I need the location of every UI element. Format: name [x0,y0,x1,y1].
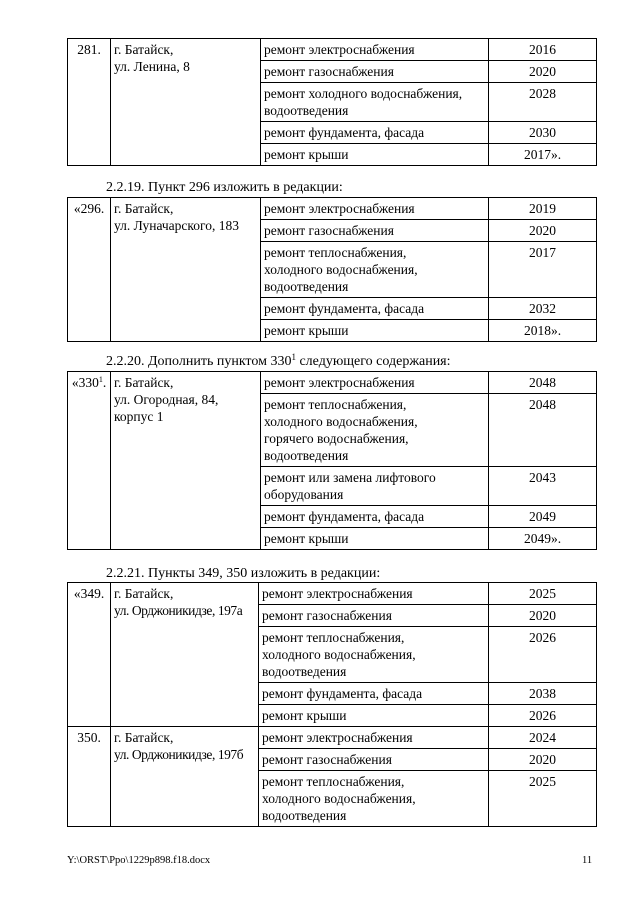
work-type: ремонт теплоснабжения, холодного водоснабжения, водоотведения [261,242,489,298]
item-address: г. Батайск, ул. Огородная, 84, корпус 1 [111,372,261,550]
item-number: 350. [68,727,111,827]
work-type: ремонт или замена лифтового оборудования [261,467,489,506]
item-address: г. Батайск, ул. Орджоникидзе, 197б [111,727,259,827]
work-year: 2025 [489,771,597,827]
registry-table-330-1 [67,371,597,550]
work-type: ремонт газоснабжения [261,220,489,242]
work-type: ремонт теплоснабжения, холодного водоснабжения, водоотведения [259,771,489,827]
work-year: 2020 [489,749,597,771]
work-year: 2016 [489,39,597,61]
work-year: 2018». [489,320,597,342]
work-type: ремонт холодного водоснабжения, водоотведения [261,83,489,122]
table-row [68,583,597,605]
work-type: ремонт электроснабжения [259,583,489,605]
item-address: г. Батайск, ул. Луначарского, 183 [111,198,261,342]
item-number: «349. [68,583,111,727]
footer-file-path: Y:\ORST\Ppo\1229p898.f18.docx [67,855,211,866]
work-year: 2030 [489,122,597,144]
work-year: 2043 [489,467,597,506]
work-type: ремонт фундамента, фасада [259,683,489,705]
work-year: 2038 [489,683,597,705]
work-year: 2020 [489,61,597,83]
table-row [68,727,597,749]
table-row [68,198,597,220]
work-year: 2017 [489,242,597,298]
item-number: «$330^1$. [68,372,111,550]
section-heading-2-2-20: 2.2.20. Дополнить пунктом $330^1$ следующего содержания: [106,352,451,369]
work-type: ремонт электроснабжения [261,372,489,394]
work-type: ремонт крыши [261,320,489,342]
work-type: ремонт теплоснабжения, холодного водоснабжения, водоотведения [259,627,489,683]
work-year: 2020 [489,605,597,627]
work-year: 2019 [489,198,597,220]
table-row [68,39,597,61]
work-year: 2026 [489,627,597,683]
work-year: 2020 [489,220,597,242]
registry-table-281 [67,38,597,166]
work-year: 2049 [489,506,597,528]
item-number: «296. [68,198,111,342]
work-type: ремонт газоснабжения [261,61,489,83]
work-type: ремонт электроснабжения [261,198,489,220]
work-year: 2017». [489,144,597,166]
work-year: 2024 [489,727,597,749]
registry-table-296 [67,197,597,342]
work-year: 2048 [489,394,597,467]
work-year: 2048 [489,372,597,394]
table-row [68,372,597,394]
section-heading-2-2-21: 2.2.21. Пункты 349, 350 изложить в редакции: [106,566,381,581]
item-number: 281. [68,39,111,166]
item-address: г. Батайск, ул. Орджоникидзе, 197а [111,583,259,727]
section-heading-2-2-19: 2.2.19. Пункт 296 изложить в редакции: [106,180,343,195]
work-year: 2032 [489,298,597,320]
work-type: ремонт газоснабжения [259,749,489,771]
work-type: ремонт крыши [261,528,489,550]
work-type: ремонт газоснабжения [259,605,489,627]
work-type: ремонт электроснабжения [259,727,489,749]
registry-table-349-350 [67,582,597,827]
work-type: ремонт фундамента, фасада [261,122,489,144]
work-type: ремонт электроснабжения [261,39,489,61]
work-year: 2026 [489,705,597,727]
work-year: 2028 [489,83,597,122]
work-year: 2049». [489,528,597,550]
item-address: г. Батайск, ул. Ленина, 8 [111,39,261,166]
work-type: ремонт теплоснабжения, холодного водоснабжения, горячего водоснабжения, водоотведения [261,394,489,467]
work-year: 2025 [489,583,597,605]
footer-page-number: 11 [582,855,593,866]
work-type: ремонт крыши [261,144,489,166]
work-type: ремонт крыши [259,705,489,727]
work-type: ремонт фундамента, фасада [261,506,489,528]
work-type: ремонт фундамента, фасада [261,298,489,320]
